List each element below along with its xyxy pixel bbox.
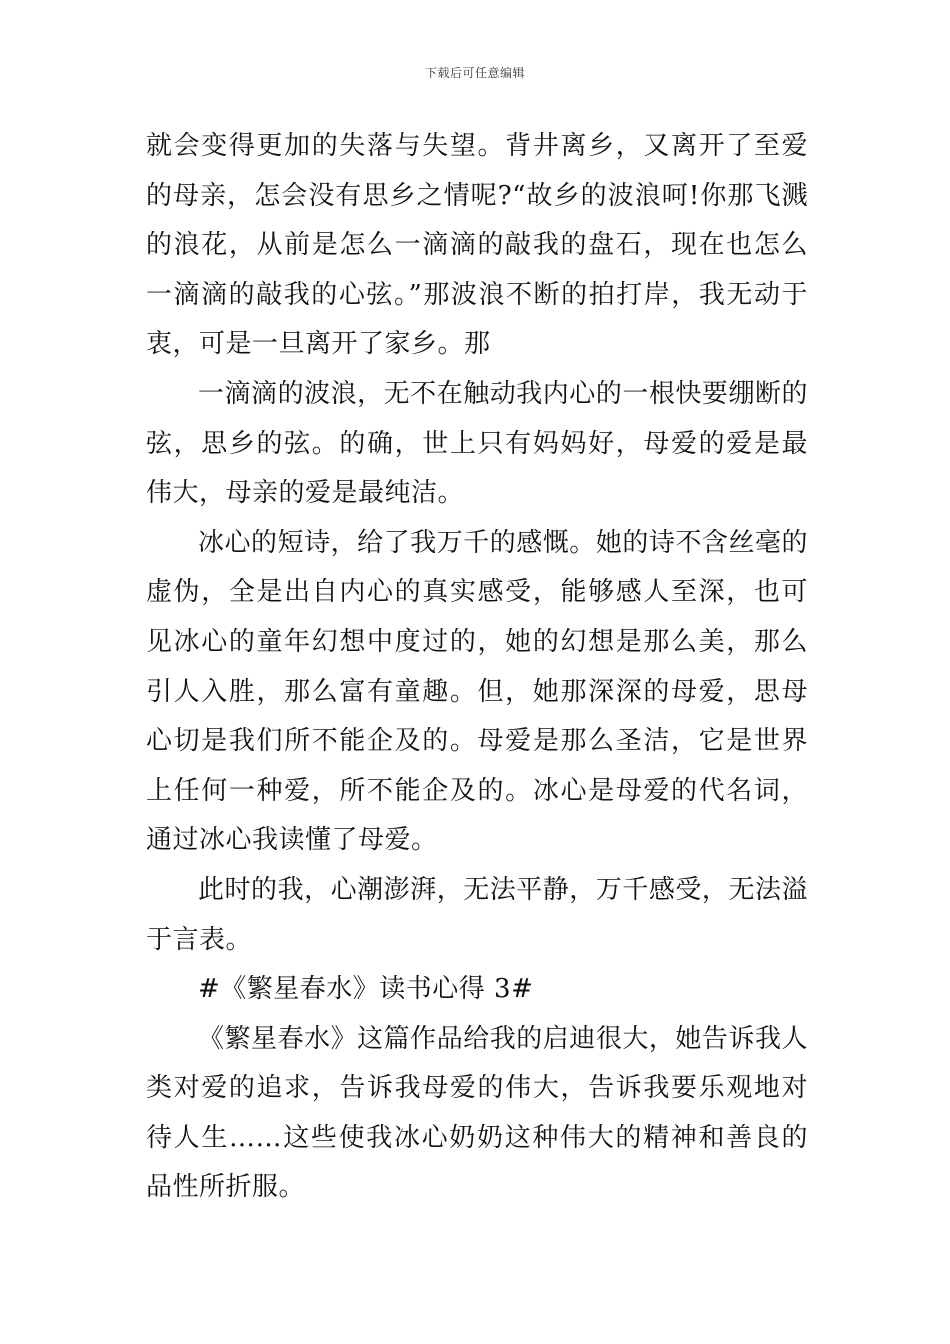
paragraph-continuation: 就会变得更加的失落与失望。背井离乡，又离开了至爱的母亲，怎会没有思乡之情呢?“故乡的波浪呵!你那飞溅的浪花，从前是怎么一滴滴的敲我的盘石，现在也怎么一滴滴的敲我的心弦。”那波浪不断的拍打岸，我无动于衷，可是一旦离开了家乡。那: [146, 131, 808, 360]
paragraph: 此时的我，心潮澎湃，无法平静，万千感受，无法溢于言表。: [146, 874, 808, 955]
section-heading: #《繁星春水》读书心得 3#: [198, 974, 534, 1005]
paragraph: 冰心的短诗，给了我万千的感慨。她的诗不含丝毫的虚伪，全是出自内心的真实感受，能够感人至深，也可见冰心的童年幻想中度过的，她的幻想是那么美，那么引人入胜，那么富有童趣。但，她那深深的母爱，思母心切是我们所不能企及的。母爱是那么圣洁，它是世界上任何一种爱，所不能企及的。冰心是母爱的代名词，通过冰心我读懂了母爱。: [146, 527, 808, 856]
paragraph: 《繁星春水》这篇作品给我的启迪很大，她告诉我人类对爱的追求，告诉我母爱的伟大，告诉我要乐观地对待人生……这些使我冰心奶奶这种伟大的精神和善良的品性所折服。: [146, 1023, 808, 1203]
page-header-note: 下载后可任意编辑: [424, 66, 525, 80]
document-body: [146, 122, 808, 1213]
paragraph: 一滴滴的波浪，无不在触动我内心的一根快要绷断的弦，思乡的弦。的确，世上只有妈妈好，母爱的爱是最伟大，母亲的爱是最纯洁。: [146, 378, 808, 509]
